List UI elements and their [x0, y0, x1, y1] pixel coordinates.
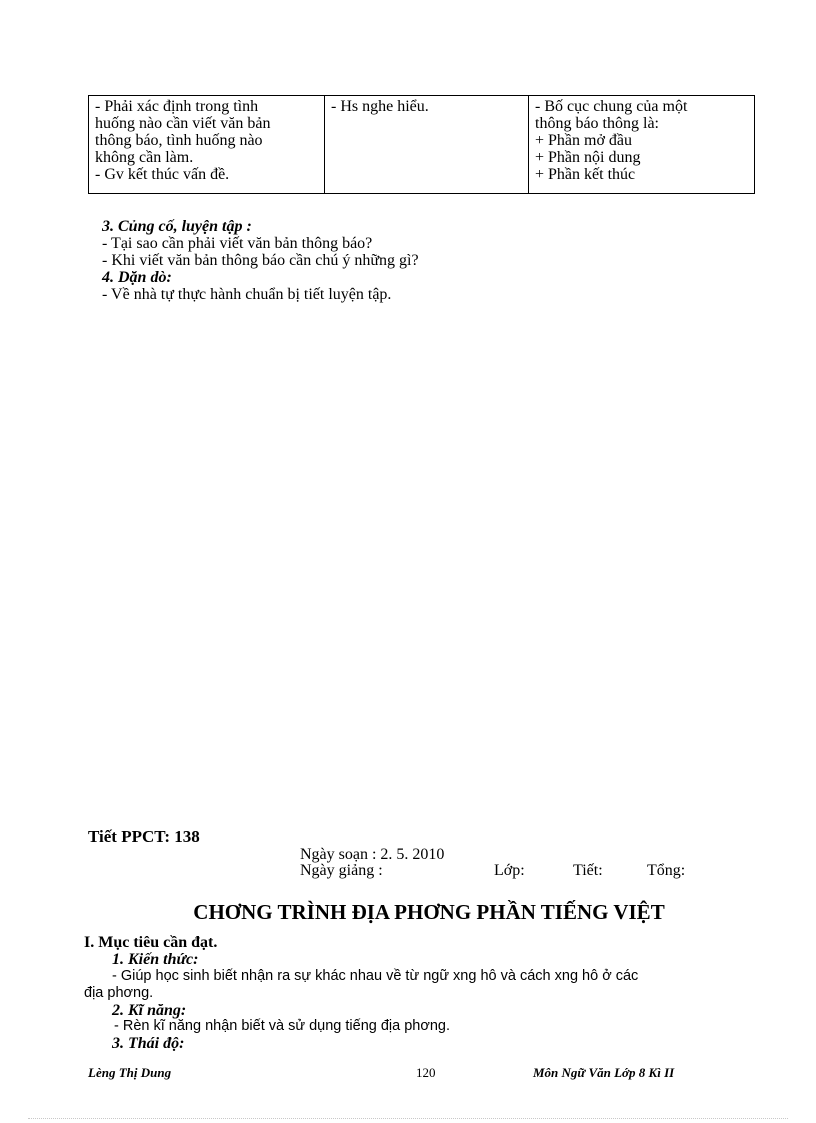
review-heading: 3. Củng cố, luyện tập :	[102, 218, 252, 235]
period-label: Tiết:	[573, 862, 603, 879]
table-cell-line: - Bố cục chung của một	[535, 98, 688, 115]
attitude-heading: 3. Thái độ:	[112, 1035, 185, 1052]
total-label: Tổng:	[647, 862, 686, 879]
homework-heading: 4. Dặn dò:	[102, 269, 172, 286]
lesson-number: Tiết PPCT: 138	[88, 827, 200, 846]
homework-item: - Về nhà tự thực hành chuẩn bị tiết luyện tập.	[102, 286, 392, 303]
skill-line: - Rèn kĩ năng nhận biết và sử dụng tiếng địa phơng.	[114, 1018, 451, 1034]
table-cell-line: huống nào cần viết văn bản	[95, 115, 271, 132]
knowledge-line: - Giúp học sinh biết nhận ra sự khác nhau về từ ngữ xng hô và cách xng hô ở các	[112, 968, 639, 984]
table-cell-line: + Phần nội dung	[535, 149, 641, 166]
table-cell-line: không cần làm.	[95, 149, 194, 166]
footer-subject: Môn Ngữ Văn Lớp 8 Kì II	[533, 1065, 675, 1080]
teaching-date-label: Ngày giảng :	[300, 862, 383, 879]
knowledge-heading: 1. Kiến thức:	[112, 951, 199, 968]
table-row	[89, 96, 755, 194]
table-cell-line: - Hs nghe hiểu.	[331, 98, 429, 115]
table-cell-line: - Gv kết thúc vấn đề.	[95, 166, 230, 183]
class-label: Lớp:	[494, 862, 525, 879]
lesson-activity-table	[88, 95, 755, 194]
page-number: 120	[416, 1065, 436, 1080]
student-activity-cell	[325, 96, 529, 194]
preparation-date: Ngày soạn : 2. 5. 2010	[300, 846, 445, 863]
objectives-heading: I. Mục tiêu cần đạt.	[84, 934, 218, 951]
footer-author: Lèng Thị Dung	[88, 1065, 172, 1080]
table-cell-line: thông báo, tình huống nào	[95, 132, 263, 149]
page-bottom-rule	[28, 1118, 788, 1119]
table-cell-line: + Phần mở đầu	[535, 132, 633, 149]
table-cell-line: + Phần kết thúc	[535, 166, 636, 183]
review-section	[102, 218, 419, 303]
knowledge-line: địa phơng.	[84, 985, 154, 1001]
table-cell-line: - Phải xác định trong tình	[95, 98, 259, 115]
content-cell	[529, 96, 755, 194]
skill-heading: 2. Kĩ năng:	[112, 1002, 187, 1019]
table-cell-line: thông báo thông là:	[535, 115, 659, 132]
teacher-activity-cell	[89, 96, 325, 194]
page-title: CHƠNG TRÌNH ĐỊA PHƠNG PHẦN TIẾNG VIỆT	[193, 900, 665, 924]
review-question-2: - Khi viết văn bản thông báo cần chú ý những gì?	[102, 252, 419, 269]
review-question-1: - Tại sao cần phải viết văn bản thông báo?	[102, 235, 373, 252]
